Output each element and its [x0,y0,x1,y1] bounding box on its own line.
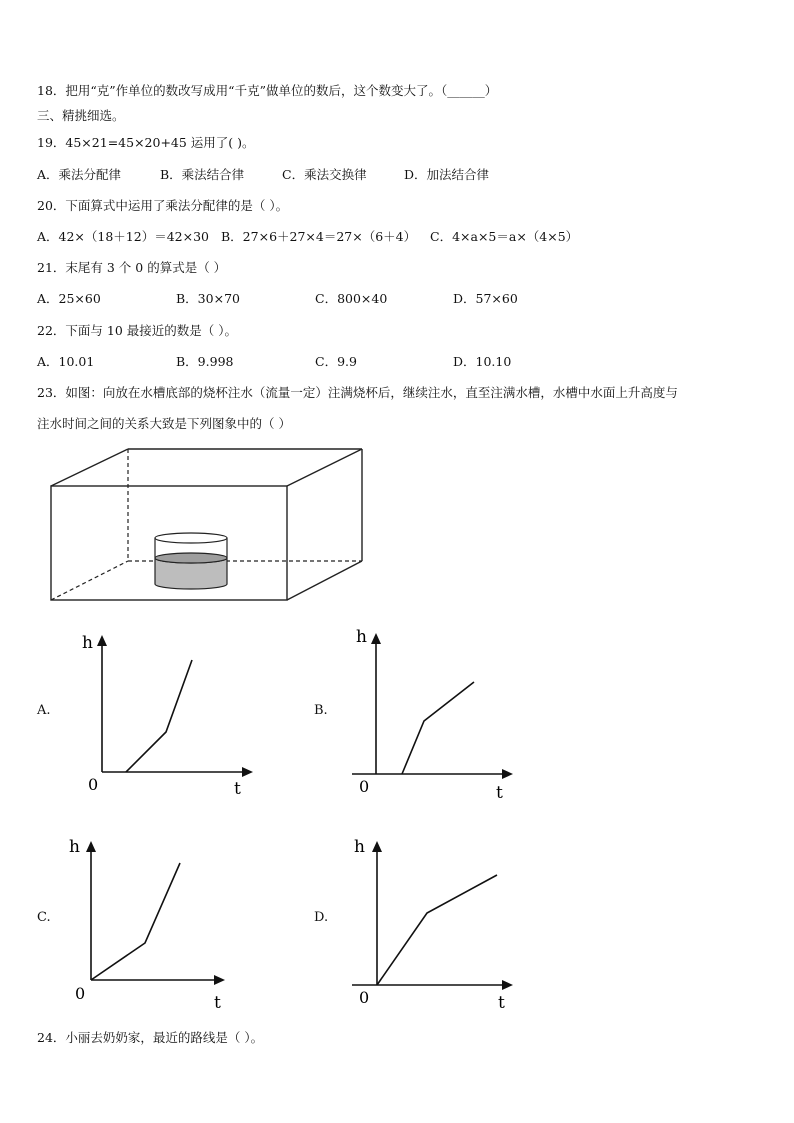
q21-option-a[interactable]: A．25×60 [37,291,101,306]
q19-option-d[interactable]: D．加法结合律 [404,167,490,182]
graph-d[interactable] [352,832,532,1012]
q20-option-c[interactable]: C．4×a×5＝a×（4×5） [430,229,579,244]
graph-c-label[interactable]: C. [37,910,51,925]
question-23-stem-line1: 23．如图：向放在水槽底部的烧杯注水（流量一定）注满烧杯后，继续注水，直至注满水槽，水槽中水面上升高度与 [37,385,678,400]
graph-a[interactable] [78,626,258,801]
question-22-stem: 22．下面与 10 最接近的数是（ ）。 [37,323,237,338]
graph-c-origin: 0 [75,984,86,1003]
q20-option-b[interactable]: B．27×6＋27×4＝27×（6＋4） [221,229,417,244]
q21-option-c[interactable]: C．800×40 [315,291,388,306]
graph-a-label[interactable]: A. [37,703,51,718]
graph-b-h-label: h [356,627,367,647]
section-heading-3: 三、精挑细选。 [37,108,125,123]
graph-c-h-label: h [69,837,80,857]
q22-option-b[interactable]: B．9.998 [176,354,234,369]
q21-option-d[interactable]: D．57×60 [453,291,518,306]
question-19-stem: 19．45×21=45×20+45 运用了( )。 [37,135,255,150]
beaker [155,533,227,589]
q19-option-b[interactable]: B．乘法结合律 [160,167,245,182]
graph-d-label[interactable]: D. [314,910,329,925]
q19-option-c[interactable]: C．乘法交换律 [282,167,367,182]
question-18: 18．把用“克”作单位的数改写成用“千克”做单位的数后，这个数变大了。（______） [37,83,498,98]
question-24: 24．小丽去奶奶家，最近的路线是（ ）。 [37,1030,264,1045]
graph-a-t-label: t [234,779,241,799]
graph-b[interactable] [352,622,532,802]
graph-b-t-label: t [496,783,503,802]
graph-d-h-label: h [354,837,365,857]
graph-a-origin: 0 [88,775,99,794]
q22-option-c[interactable]: C．9.9 [315,354,357,369]
question-23-stem-line2: 注水时间之间的关系大致是下列图象中的（ ） [37,416,291,431]
graph-a-h-label: h [82,633,93,653]
q20-option-a[interactable]: A．42×（18＋12）＝42×30 [37,229,210,244]
graph-d-origin: 0 [359,988,370,1007]
graph-d-t-label: t [498,993,505,1012]
graph-c[interactable] [64,832,244,1012]
graph-c-t-label: t [214,993,221,1012]
graph-b-label[interactable]: B. [314,703,328,718]
question-21-stem: 21．末尾有 3 个 0 的算式是（ ） [37,260,227,275]
q22-option-d[interactable]: D．10.10 [453,354,512,369]
q22-option-a[interactable]: A．10.01 [37,354,95,369]
graph-b-origin: 0 [359,777,370,796]
q19-option-a[interactable]: A．乘法分配律 [37,167,122,182]
water-tank-figure [48,446,368,604]
question-20-stem: 20．下面算式中运用了乘法分配律的是（ ）。 [37,198,289,213]
q21-option-b[interactable]: B．30×70 [176,291,240,306]
